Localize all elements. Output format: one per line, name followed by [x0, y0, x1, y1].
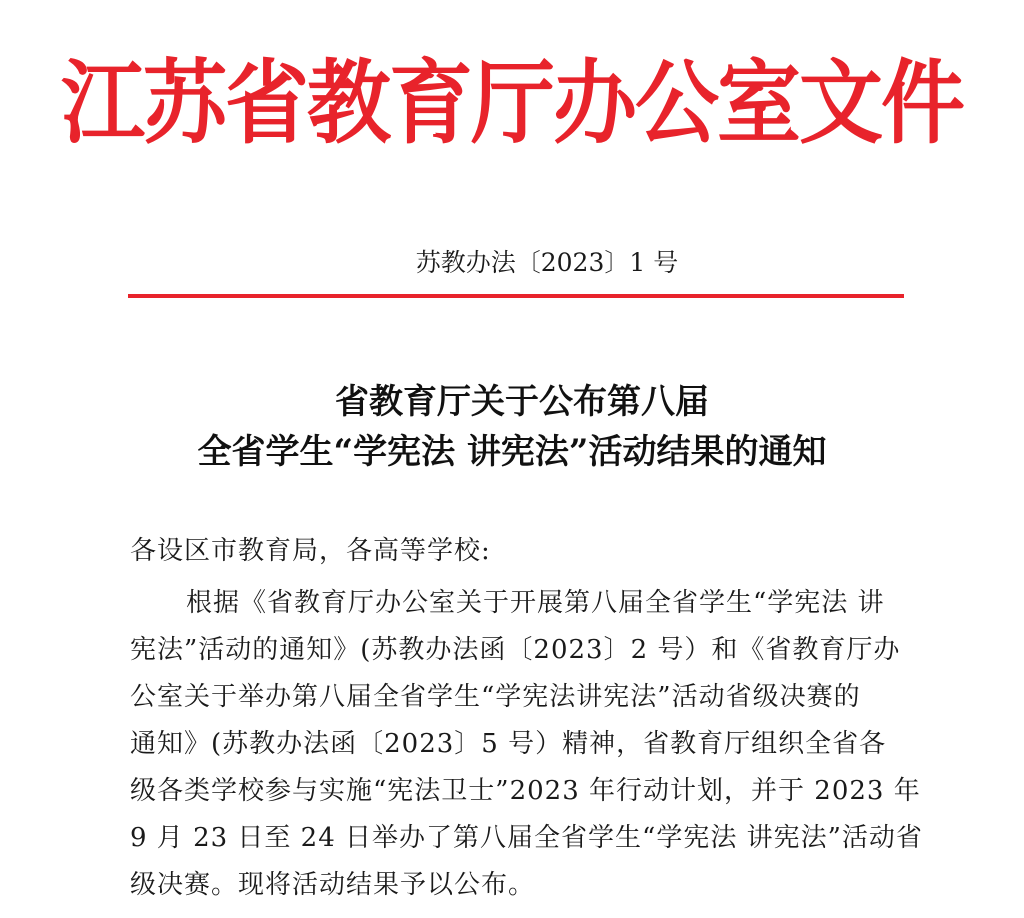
- body-line: 级各类学校参与实施“宪法卫士”2023 年行动计划，并于 2023 年: [130, 776, 921, 806]
- body-line: 9 月 23 日至 24 日举办了第八届全省学生“学宪法 讲宪法”活动省: [130, 823, 923, 853]
- body-line: 级决赛。现将活动结果予以公布。: [130, 870, 536, 900]
- salutation: 各设区市教育局，各高等学校:: [130, 536, 491, 566]
- document-number: 苏教办法〔2023〕1 号: [415, 248, 679, 277]
- body-line: 宪法”活动的通知》(苏教办法函〔2023〕2 号）和《省教育厅办: [130, 635, 901, 665]
- body-line: 通知》(苏教办法函〔2023〕5 号）精神，省教育厅组织全省各: [130, 729, 887, 759]
- notice-title-line-2: 全省学生“学宪法 讲宪法”活动结果的通知: [197, 432, 827, 472]
- body-line: 公室关于举办第八届全省学生“学宪法讲宪法”活动省级决赛的: [130, 682, 861, 712]
- document-masthead: 江苏省教育厅办公室文件: [60, 49, 963, 156]
- body-line: 根据《省教育厅办公室关于开展第八届全省学生“学宪法 讲: [186, 588, 885, 618]
- notice-title-line-1: 省教育厅关于公布第八届: [335, 382, 709, 422]
- red-divider-rule: [128, 294, 904, 298]
